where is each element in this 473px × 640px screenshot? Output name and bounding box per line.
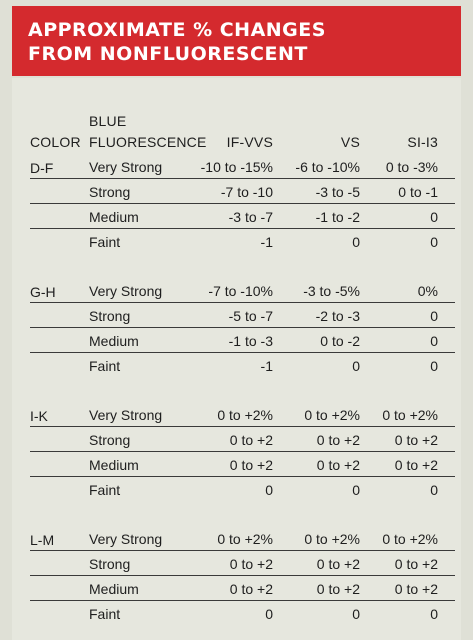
- fluorescence-cell: Strong: [89, 556, 131, 572]
- fluorescence-cell: Medium: [89, 209, 139, 225]
- vs-cell: -3 to -5%: [303, 283, 360, 299]
- table-row: [12, 303, 461, 328]
- color-grade-label: G-H: [30, 284, 56, 300]
- fluorescence-table: [12, 78, 461, 640]
- if-vvs-cell: 0 to +2%: [217, 531, 273, 547]
- title-line-1: APPROXIMATE % CHANGES: [28, 19, 326, 41]
- table-row: [12, 452, 461, 477]
- si-i3-cell: 0 to +2: [394, 581, 438, 597]
- vs-cell: -2 to -3: [315, 308, 360, 324]
- color-grade-label: L-M: [30, 532, 55, 548]
- table-row: [12, 179, 461, 204]
- color-grade-label: D-F: [30, 160, 54, 176]
- table-row: [12, 477, 461, 502]
- if-vvs-cell: -1: [260, 358, 273, 374]
- si-i3-cell: 0 to +2: [394, 432, 438, 448]
- table-row: [12, 229, 461, 254]
- if-vvs-cell: 0 to +2: [229, 556, 273, 572]
- fluorescence-cell: Strong: [89, 432, 131, 448]
- if-vvs-cell: -5 to -7: [228, 308, 273, 324]
- header-fluorescence-top: BLUE: [89, 113, 127, 129]
- vs-cell: 0 to +2: [316, 581, 360, 597]
- if-vvs-cell: 0: [265, 482, 273, 498]
- fluorescence-cell: Very Strong: [89, 407, 163, 423]
- table-row: [12, 154, 461, 179]
- fluorescence-cell: Medium: [89, 333, 139, 349]
- fluorescence-cell: Very Strong: [89, 159, 163, 175]
- si-i3-cell: 0: [430, 482, 438, 498]
- vs-cell: 0 to -2: [320, 333, 360, 349]
- vs-cell: 0 to +2: [316, 556, 360, 572]
- header-color: COLOR: [30, 134, 81, 150]
- if-vvs-cell: 0: [265, 606, 273, 622]
- vs-cell: -3 to -5: [315, 184, 360, 200]
- vs-cell: 0: [352, 234, 360, 250]
- if-vvs-cell: -7 to -10%: [208, 283, 273, 299]
- vs-cell: 0 to +2: [316, 432, 360, 448]
- fluorescence-cell: Faint: [89, 358, 121, 374]
- table-row: [12, 601, 461, 626]
- fluorescence-cell: Faint: [89, 606, 121, 622]
- if-vvs-cell: -3 to -7: [228, 209, 273, 225]
- si-i3-cell: 0 to +2%: [382, 531, 438, 547]
- si-i3-cell: 0 to +2%: [382, 407, 438, 423]
- vs-cell: 0 to +2: [316, 457, 360, 473]
- si-i3-cell: 0: [430, 333, 438, 349]
- fluorescence-cell: Strong: [89, 308, 131, 324]
- fluorescence-cell: Medium: [89, 457, 139, 473]
- fluorescence-cell: Faint: [89, 482, 121, 498]
- if-vvs-cell: 0 to +2%: [217, 407, 273, 423]
- table-row: [12, 353, 461, 378]
- if-vvs-cell: 0 to +2: [229, 457, 273, 473]
- vs-cell: 0 to +2%: [304, 531, 360, 547]
- fluorescence-cell: Faint: [89, 234, 121, 250]
- si-i3-cell: 0: [430, 209, 438, 225]
- header-if-vvs: IF-VVS: [226, 134, 273, 150]
- fluorescence-cell: Strong: [89, 184, 131, 200]
- fluorescence-cell: Very Strong: [89, 531, 163, 547]
- vs-cell: 0: [352, 358, 360, 374]
- color-grade-label: I-K: [30, 408, 48, 424]
- si-i3-cell: 0: [430, 606, 438, 622]
- if-vvs-cell: -10 to -15%: [200, 159, 273, 175]
- title-line-2: FROM NONFLUORESCENT: [28, 43, 308, 65]
- table-row: [12, 328, 461, 353]
- si-i3-cell: 0: [430, 234, 438, 250]
- vs-cell: -1 to -2: [315, 209, 360, 225]
- vs-cell: 0: [352, 482, 360, 498]
- vs-cell: 0 to +2%: [304, 407, 360, 423]
- table-row: [12, 427, 461, 452]
- si-i3-cell: 0 to -1: [398, 184, 438, 200]
- table-row: [12, 278, 461, 303]
- if-vvs-cell: 0 to +2: [229, 581, 273, 597]
- vs-cell: -6 to -10%: [295, 159, 360, 175]
- header-vs: VS: [340, 134, 360, 150]
- vs-cell: 0: [352, 606, 360, 622]
- si-i3-cell: 0 to +2: [394, 457, 438, 473]
- si-i3-cell: 0: [430, 308, 438, 324]
- table-row: [12, 551, 461, 576]
- si-i3-cell: 0: [430, 358, 438, 374]
- if-vvs-cell: -1: [260, 234, 273, 250]
- fluorescence-cell: Very Strong: [89, 283, 163, 299]
- table-row: [12, 576, 461, 601]
- table-row: [12, 204, 461, 229]
- si-i3-cell: 0 to -3%: [385, 159, 438, 175]
- table-row: [12, 402, 461, 427]
- si-i3-cell: 0 to +2: [394, 556, 438, 572]
- title-banner: [12, 6, 461, 76]
- if-vvs-cell: 0 to +2: [229, 432, 273, 448]
- if-vvs-cell: -1 to -3: [228, 333, 273, 349]
- header-fluorescence: FLUORESCENCE: [89, 134, 207, 150]
- fluorescence-cell: Medium: [89, 581, 139, 597]
- table-row: [12, 526, 461, 551]
- header-si-i3: SI-I3: [407, 134, 438, 150]
- if-vvs-cell: -7 to -10: [220, 184, 273, 200]
- si-i3-cell: 0%: [417, 283, 438, 299]
